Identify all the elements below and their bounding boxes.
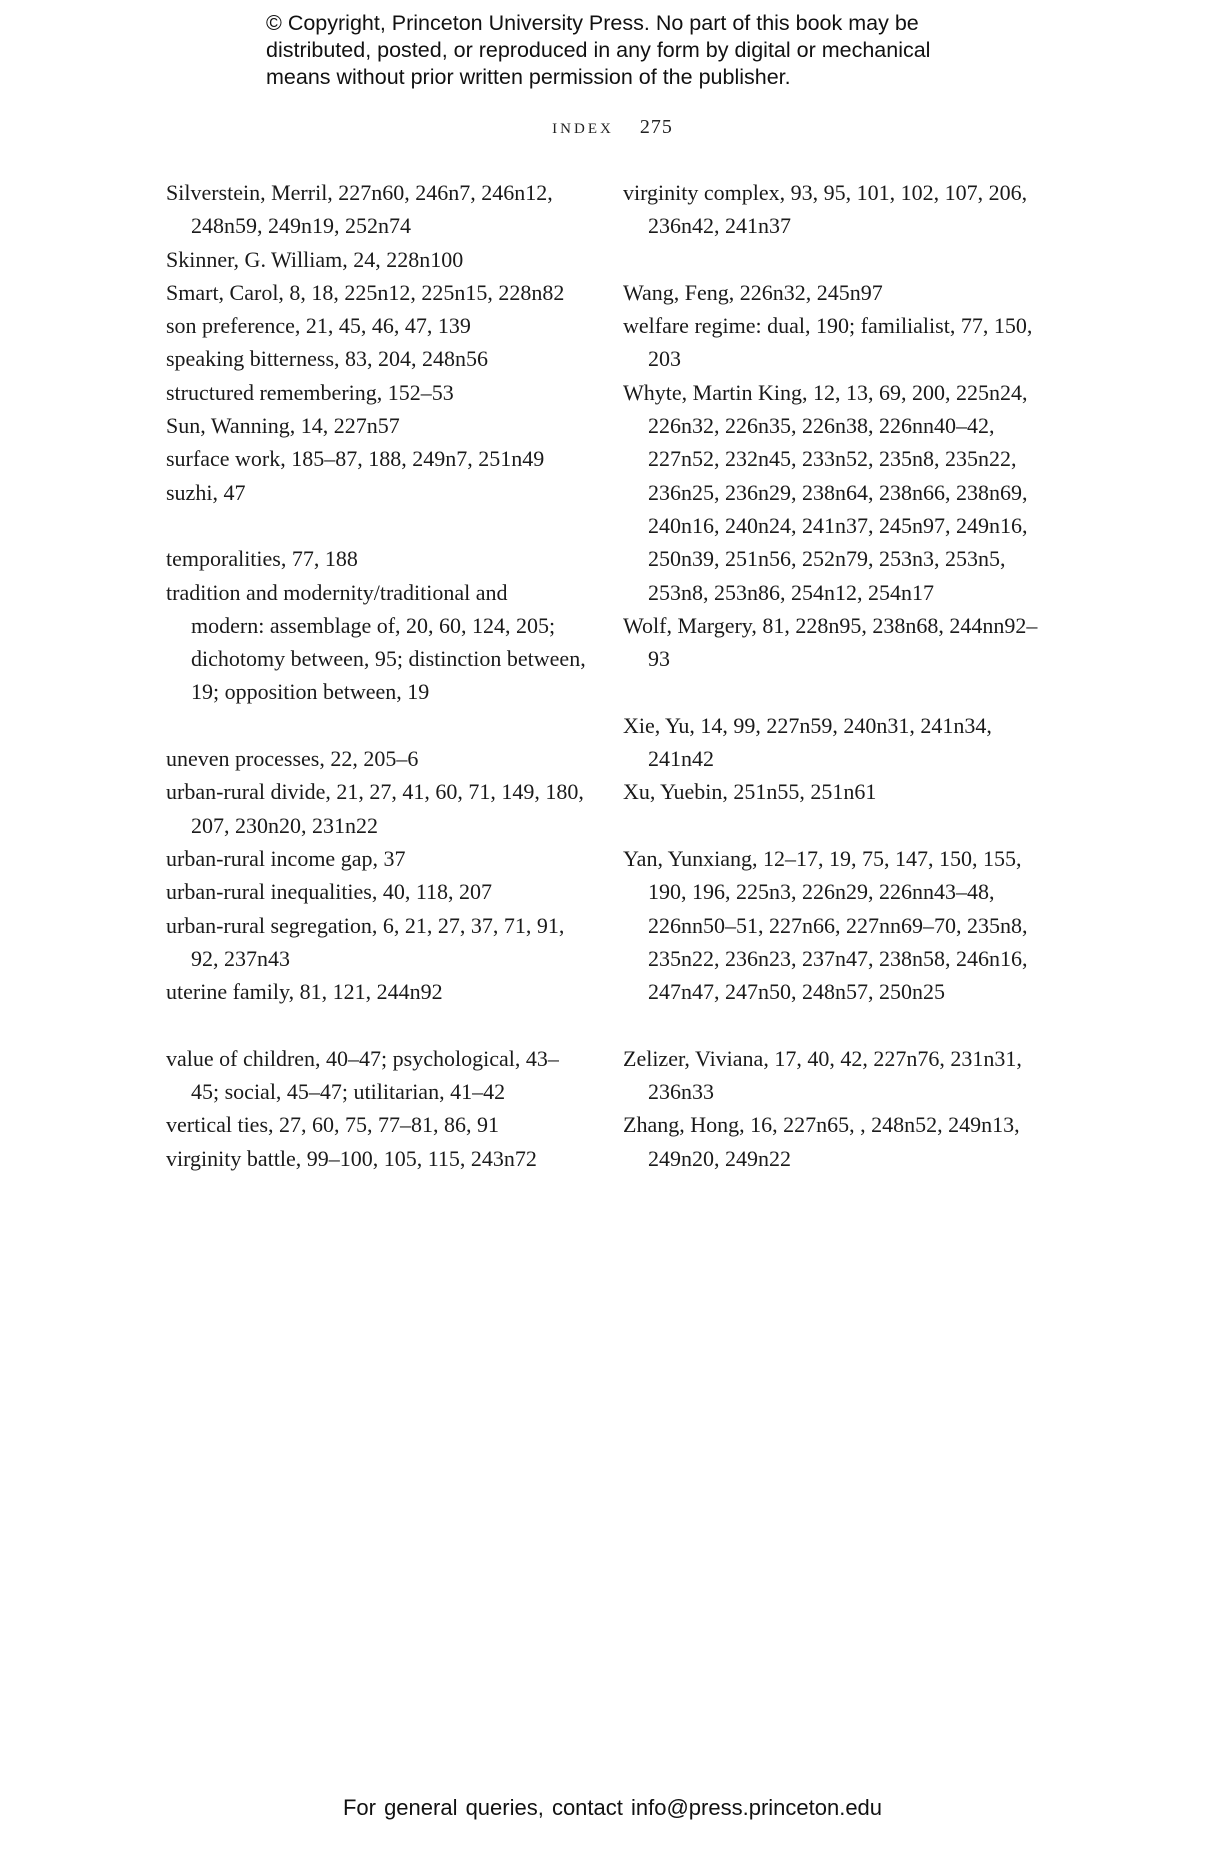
running-head — [0, 113, 1225, 139]
index-entry: Wolf, Margery, 81, 228n95, 238n68, 244nn92–93 — [623, 612, 1038, 672]
index-column-left — [166, 176, 586, 1175]
section-gap — [166, 1008, 586, 1041]
index-entry: Whyte, Martin King, 12, 13, 69, 200, 225n24, 226n32, 226n35, 226n38, 226nn40–42, 227n52, 232n45, 233n52, 235n8, 235n22, 236n25, 236n29, 238n64, 238n66, 238n69, 240n16, 240n24, 241n37, 245n97, 249n16, 250n39, 251n56, 252n79, 253n3, 253n5, 253n8, 253n86, 254n12, 254n17 — [623, 379, 1028, 605]
index-entry: virginity complex, 93, 95, 101, 102, 107, 206, 236n42, 241n37 — [623, 180, 1028, 239]
index-entry: vertical ties, 27, 60, 75, 77–81, 86, 91 — [166, 1112, 500, 1138]
index-entry: suzhi, 47 — [166, 479, 246, 505]
index-entry: uterine family, 81, 121, 244n92 — [166, 979, 443, 1005]
index-entry: Xie, Yu, 14, 99, 227n59, 240n31, 241n34, 241n42 — [623, 712, 992, 772]
index-entry: welfare regime: dual, 190; familialist, 77, 150, 203 — [623, 313, 1033, 372]
index-entry: Skinner, G. William, 24, 228n100 — [166, 246, 464, 272]
index-entry: Zelizer, Viviana, 17, 40, 42, 227n76, 231n31, 236n33 — [623, 1045, 1022, 1105]
index-entry: structured remembering, 152–53 — [166, 379, 454, 405]
section-gap — [623, 1008, 1043, 1041]
index-entry: urban-rural divide, 21, 27, 41, 60, 71, 149, 180, 207, 230n20, 231n22 — [166, 779, 584, 838]
index-entry: Xu, Yuebin, 251n55, 251n61 — [623, 779, 877, 805]
running-head-title: index — [552, 113, 614, 138]
section-gap — [166, 709, 586, 742]
section-gap — [623, 243, 1043, 276]
index-entry: uneven processes, 22, 205–6 — [166, 746, 419, 772]
index-entry: Yan, Yunxiang, 12–17, 19, 75, 147, 150, 155, 190, 196, 225n3, 226n29, 226nn43–48, 226nn50–51, 227n66, 227nn69–70, 235n8, 235n22, 236n23, 237n47, 238n58, 246n16, 247n47, 247n50, 248n57, 250n25 — [623, 845, 1028, 1005]
index-entry: urban-rural segregation, 6, 21, 27, 37, 71, 91, 92, 237n43 — [166, 912, 565, 971]
index-entry: value of children, 40–47; psychological, 43–45; social, 45–47; utilitarian, 41–42 — [166, 1045, 559, 1105]
copyright-line: means without prior written permission of the publisher. — [266, 65, 791, 89]
footer-contact: For general queries, contact info@press.princeton.edu — [342, 1795, 883, 1820]
index-entry: tradition and modernity/traditional and modern: assemblage of, 20, 60, 124, 205; dichotomy between, 95; distinction between, 19; opposition between, 19 — [166, 579, 586, 705]
index-entry: son preference, 21, 45, 46, 47, 139 — [166, 313, 471, 339]
index-entry: speaking bitterness, 83, 204, 248n56 — [166, 346, 489, 372]
copyright-notice — [266, 10, 1026, 91]
page-number: 275 — [639, 116, 673, 138]
index-column-right — [623, 176, 1043, 1175]
section-gap — [623, 809, 1043, 842]
index-entry: Sun, Wanning, 14, 227n57 — [166, 413, 400, 439]
index-entry: Wang, Feng, 226n32, 245n97 — [623, 279, 883, 305]
copyright-line: © Copyright, Princeton University Press. No part of this book may be — [266, 11, 919, 35]
index-entry: surface work, 185–87, 188, 249n7, 251n49 — [166, 446, 545, 472]
index-entry: Zhang, Hong, 16, 227n65, , 248n52, 249n13, 249n20, 249n22 — [623, 1112, 1020, 1171]
index-entry: Smart, Carol, 8, 18, 225n12, 225n15, 228n82 — [166, 279, 565, 305]
section-gap — [166, 509, 586, 542]
index-entry: temporalities, 77, 188 — [166, 546, 358, 572]
index-entry: urban-rural income gap, 37 — [166, 845, 406, 871]
section-gap — [623, 675, 1043, 708]
index-entry: virginity battle, 99–100, 105, 115, 243n72 — [166, 1145, 537, 1171]
index-entry: urban-rural inequalities, 40, 118, 207 — [166, 879, 493, 905]
copyright-line: distributed, posted, or reproduced in any form by digital or mechanical — [266, 38, 931, 62]
index-entry: Silverstein, Merril, 227n60, 246n7, 246n12, 248n59, 249n19, 252n74 — [166, 180, 553, 239]
